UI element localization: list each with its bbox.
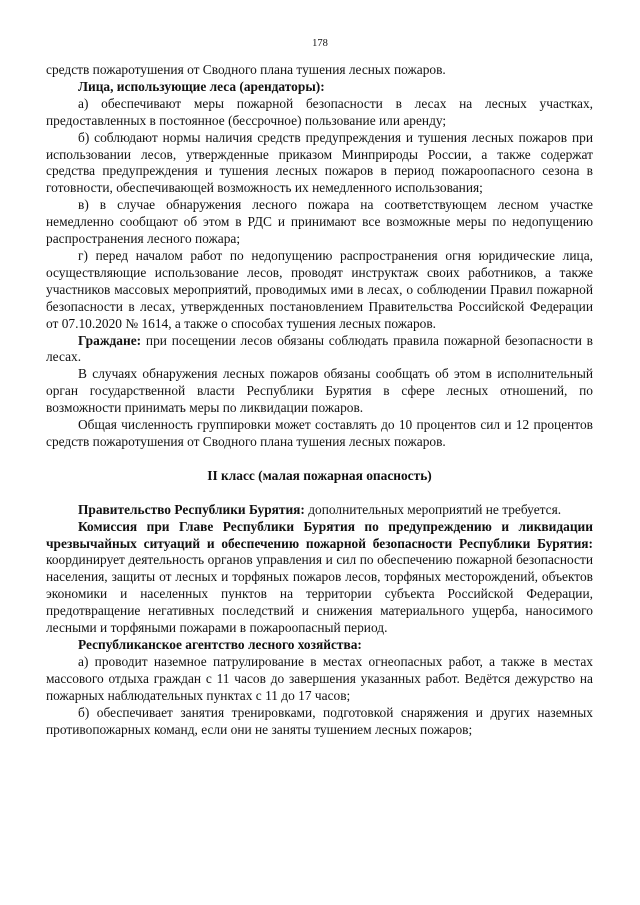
paragraph: Комиссия при Главе Республики Бурятия по предупреждению и ликвидации чрезвычайных ситуаций и обеспечению пожарной безопасности Республики Бурятия: координирует деятельность органов управления и сил по обеспечению пожарной безопасности населения, защиты от лесных и торфяных пожаров лесов, торфяных месторождений, объектов экономики и населенных пунктов на территории субъекта Российской Федерации, предотвращение негативных последствий и снижения материального ущерба, наносимого лесными и торфяными пожарами в пожароопасный период. — [46, 518, 593, 636]
paragraph: средств пожаротушения от Сводного плана тушения лесных пожаров. — [46, 62, 446, 77]
subject-heading: Граждане: — [78, 332, 142, 348]
paragraph — [46, 79, 593, 96]
section-heading: II класс (малая пожарная опасность) — [207, 467, 432, 483]
page-number: 178 — [312, 38, 328, 49]
subject-heading: Правительство Республики Бурятия: — [78, 501, 305, 517]
paragraph: а) обеспечивают меры пожарной безопасности в лесах на лесных участках, предоставленных в постоянное (бессрочное) пользование или аренду; — [46, 95, 593, 128]
paragraph — [46, 637, 593, 654]
paragraph: г) перед началом работ по недопущению распространения огня юридические лица, осуществляющие использование лесов, проводят инструктаж своих работников, а также участников массовых мероприятий, проводимых ими в лесах, о соблюдении Правил пожарной безопасности в лесах, утвержденных постановлением Правительства Российской Федерации от 07.10.2020 № 1614, а также о способах тушения лесных пожаров. — [46, 247, 593, 331]
paragraph: б) обеспечивает занятия тренировками, подготовкой снаряжения и других наземных противопожарных команд, если они не заняты тушением лесных пожаров; — [46, 704, 593, 737]
paragraph: а) проводит наземное патрулирование в местах огнеопасных работ, а также в местах массового отдыха граждан с 11 часов до завершения указанных работ. Ведётся дежурство на пожарных наблюдательных пунктах с 11 до 17 часов; — [46, 653, 593, 703]
subject-heading: Комиссия при Главе Республики Бурятия по предупреждению и ликвидации чрезвычайных ситуаций и обеспечению пожарной безопасности Республики Бурятия: — [46, 518, 593, 551]
paragraph: В случаях обнаружения лесных пожаров обязаны сообщать об этом в исполнительный орган государственной власти Республики Бурятия в сфере лесных отношений, по возможности принимать меры по ликвидации пожаров. — [46, 366, 593, 416]
paragraph: Правительство Республики Бурятия: дополнительных мероприятий не требуется. — [78, 501, 562, 517]
paragraph: Общая численность группировки может составлять до 10 процентов сил и 12 процентов средств пожаротушения от Сводного плана тушения лесных пожаров. — [46, 417, 593, 449]
paragraph: Граждане: при посещении лесов обязаны соблюдать правила пожарной безопасности в лесах. — [46, 332, 593, 365]
body-text — [46, 62, 593, 738]
subject-heading: Лица, использующие леса (арендаторы): — [78, 78, 325, 94]
paragraph: в) в случае обнаружения лесного пожара на соответствующем лесном участке немедленно сообщают об этом в РДС и принимают все возможные меры по недопущению распространения лесного пожара; — [46, 197, 593, 247]
paragraph: б) соблюдают нормы наличия средств предупреждения и тушения лесных пожаров при использовании лесов, утвержденные приказом Минприроды России, а также содержат средства предупреждения и тушения лесных пожаров в период пожароопасного сезона в готовности, обеспечивающей возможность их немедленного использования; — [46, 129, 593, 196]
subject-heading: Республиканское агентство лесного хозяйства: — [78, 637, 362, 652]
